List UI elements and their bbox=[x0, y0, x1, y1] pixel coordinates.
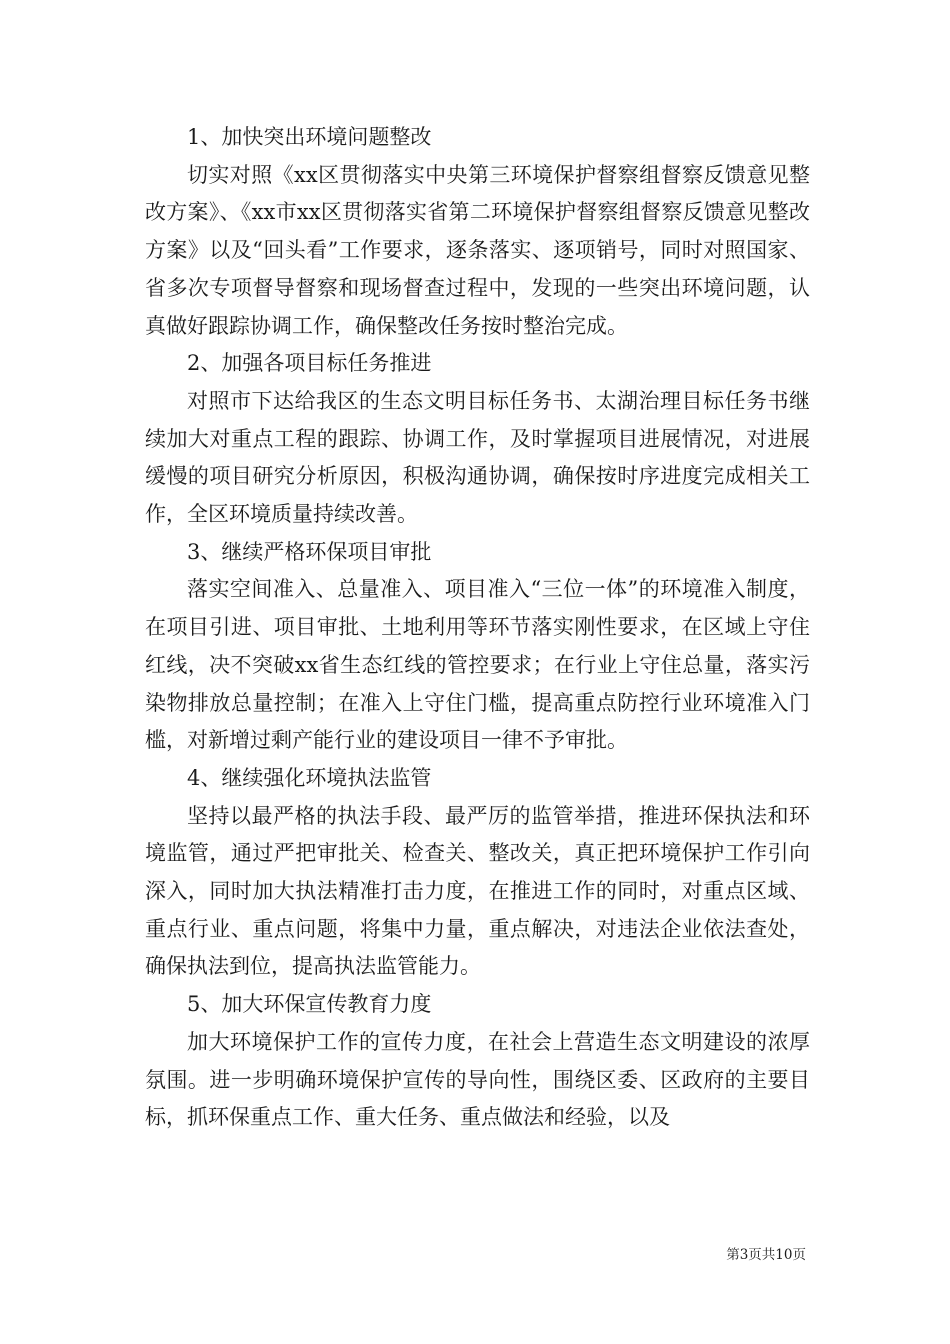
section-4-heading: 4、继续强化环境执法监管 bbox=[187, 765, 432, 790]
section-2-heading: 2、加强各项目标任务推进 bbox=[187, 351, 432, 376]
section-3-heading: 3、继续严格环保项目审批 bbox=[187, 539, 432, 564]
section-5-heading: 5、加大环保宣传教育力度 bbox=[187, 992, 432, 1017]
document-body bbox=[145, 119, 810, 1137]
section-1-paragraph: 切实对照《xx区贯彻落实中央第三环境保护督察组督察反馈意见整改方案》、《xx市xx区贯彻落实省第二环境保护督察组督察反馈意见整改方案》以及“回头看”工作要求，逐条落实、逐项销号，同时对照国家、省多次专项督导督察和现场督查过程中，发现的一些突出环境问题，认真做好跟踪协调工作，确保整改任务按时整治完成。 bbox=[145, 162, 810, 338]
section-2-paragraph: 对照市下达给我区的生态文明目标任务书、太湖治理目标任务书继续加大对重点工程的跟踪、协调工作，及时掌握项目进展情况，对进展缓慢的项目研究分析原因，积极沟通协调，确保按时序进度完成相关工作，全区环境质量持续改善。 bbox=[145, 388, 810, 527]
section-4-paragraph: 坚持以最严格的执法手段、最严厉的监管举措，推进环保执法和环境监管，通过严把审批关、检查关、整改关，真正把环境保护工作引向深入，同时加大执法精准打击力度，在推进工作的同时，对重点区域、重点行业、重点问题，将集中力量，重点解决，对违法企业依法查处，确保执法到位，提高执法监管能力。 bbox=[145, 803, 810, 979]
section-5-paragraph: 加大环境保护工作的宣传力度，在社会上营造生态文明建设的浓厚氛围。进一步明确环境保护宣传的导向性，围绕区委、区政府的主要目标，抓环保重点工作、重大任务、重点做法和经验，以及 bbox=[145, 1029, 810, 1130]
section-3-paragraph: 落实空间准入、总量准入、项目准入“三位一体”的环境准入制度，在项目引进、项目审批、土地利用等环节落实刚性要求，在区域上守住红线，决不突破xx省生态红线的管控要求；在行业上守住总量，落实污染物排放总量控制；在准入上守住门槛，提高重点防控行业环境准入门槛，对新增过剩产能行业的建设项目一律不予审批。 bbox=[145, 577, 810, 753]
page-number-footer: 第3页共10页 bbox=[726, 1247, 806, 1263]
section-1-heading: 1、加快突出环境问题整改 bbox=[187, 125, 432, 149]
